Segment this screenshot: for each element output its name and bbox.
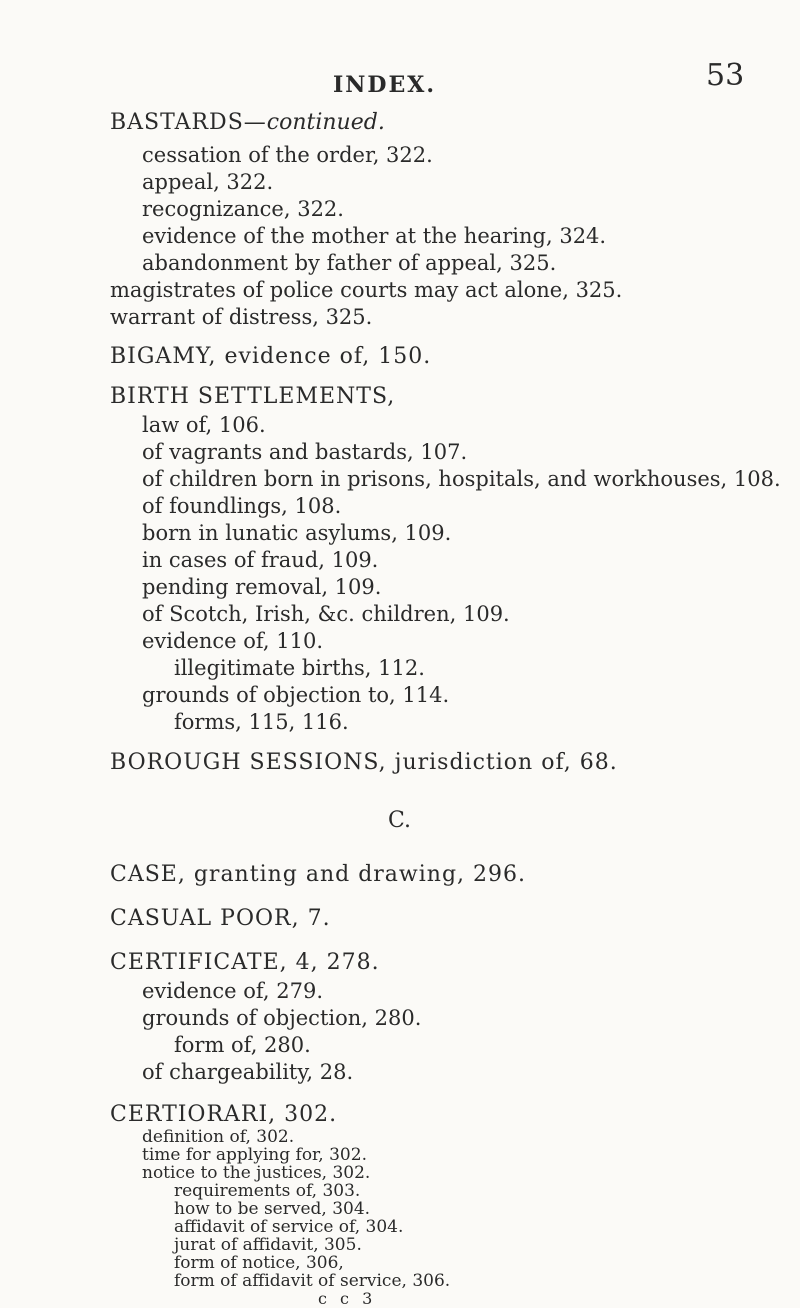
sub-entry: pending removal, 109.	[142, 575, 382, 599]
entry-heading-certiorari: CERTIORARI, 302.	[110, 1102, 338, 1127]
entry-heading-borough-sessions: BOROUGH SESSIONS, jurisdiction of, 68.	[110, 750, 618, 775]
sub-entry: time for applying for, 302.	[142, 1145, 367, 1165]
sub-entry: evidence of, 279.	[142, 979, 324, 1003]
sub-entry: of children born in prisons, hospitals, and workhouses, 108.	[142, 467, 781, 491]
sub-entry: form of affidavit of service, 306.	[174, 1271, 451, 1291]
sub-entry: of vagrants and bastards, 107.	[142, 440, 468, 464]
sub-entry: notice to the justices, 302.	[142, 1163, 371, 1183]
sub-entry: of chargeability, 28.	[142, 1060, 354, 1084]
sub-entry: affidavit of service of, 304.	[174, 1217, 404, 1237]
entry-heading-certificate: CERTIFICATE, 4, 278.	[110, 950, 380, 975]
sub-entry: forms, 115, 116.	[174, 710, 349, 734]
heading-text: BASTARDS—	[110, 110, 267, 135]
signature-mark: c c 3	[318, 1289, 377, 1308]
sub-entry: of foundlings, 108.	[142, 494, 342, 518]
sub-entry: abandonment by father of appeal, 325.	[142, 251, 557, 275]
continued-label: continued.	[266, 110, 385, 135]
sub-entry: cessation of the order, 322.	[142, 143, 433, 167]
sub-entry: in cases of fraud, 109.	[142, 548, 379, 572]
sub-entry: requirements of, 303.	[174, 1181, 361, 1201]
sub-entry: jurat of affidavit, 305.	[174, 1235, 362, 1255]
sub-entry: of Scotch, Irish, &c. children, 109.	[142, 602, 510, 626]
sub-entry: born in lunatic asylums, 109.	[142, 521, 452, 545]
sub-entry: magistrates of police courts may act alone, 325.	[110, 278, 623, 302]
entry-heading-casual-poor: CASUAL POOR, 7.	[110, 906, 331, 931]
sub-entry: definition of, 302.	[142, 1127, 295, 1147]
sub-entry: evidence of the mother at the hearing, 324.	[142, 224, 607, 248]
entry-heading-case: CASE, granting and drawing, 296.	[110, 862, 527, 887]
entry-heading-bastards	[110, 110, 385, 136]
sub-entry: grounds of objection to, 114.	[142, 683, 450, 707]
sub-entry: law of, 106.	[142, 413, 266, 437]
sub-entry: evidence of, 110.	[142, 629, 324, 653]
sub-entry: warrant of distress, 325.	[110, 305, 373, 329]
running-head: INDEX.	[333, 72, 436, 98]
sub-entry: illegitimate births, 112.	[174, 656, 425, 680]
sub-entry: form of notice, 306,	[174, 1253, 344, 1273]
sub-entry: how to be served, 304.	[174, 1199, 371, 1219]
sub-entry: form of, 280.	[174, 1033, 311, 1057]
sub-entry: appeal, 322.	[142, 170, 274, 194]
entry-heading-birth-settlements: BIRTH SETTLEMENTS,	[110, 384, 396, 409]
section-letter: C.	[388, 808, 412, 833]
page-number: 53	[706, 58, 745, 93]
entry-heading-bigamy: BIGAMY, evidence of, 150.	[110, 344, 432, 369]
sub-entry: recognizance, 322.	[142, 197, 344, 221]
sub-entry: grounds of objection, 280.	[142, 1006, 422, 1030]
